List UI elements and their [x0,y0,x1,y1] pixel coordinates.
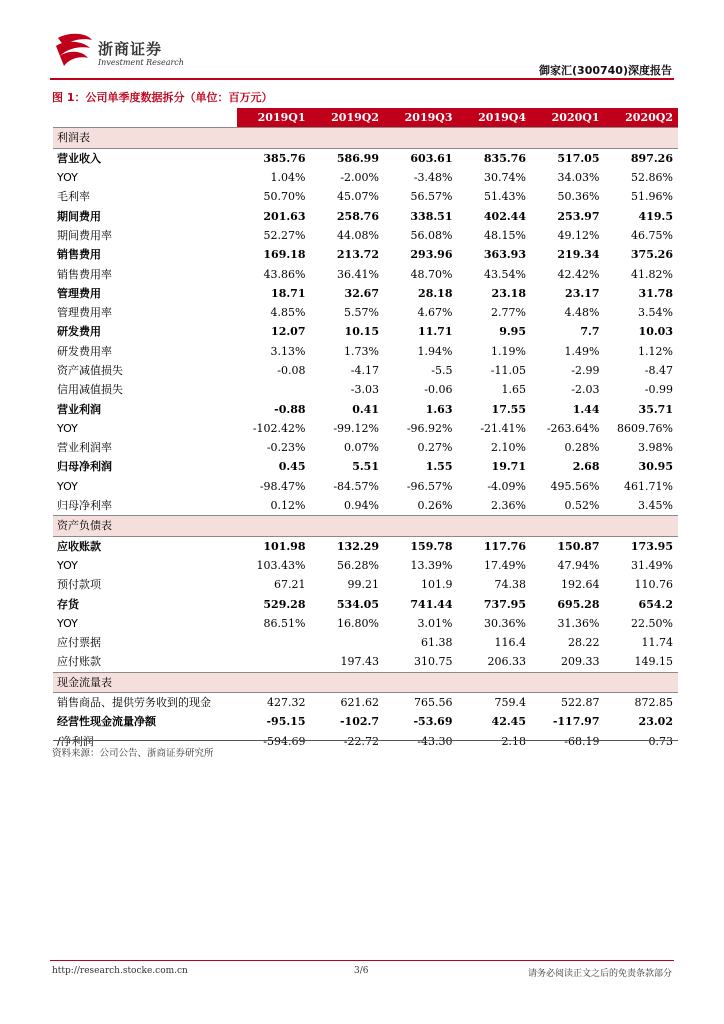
table-cell: 99.21 [347,578,379,592]
table-cell: -0.06 [424,383,453,397]
table-row [53,652,678,672]
table-cell: 3.45% [638,499,673,513]
table-cell: 9.95 [499,325,526,339]
table-cell: 586.99 [336,151,379,165]
row-label: 预付款项 [57,578,101,592]
table-row [53,322,678,341]
table-bottom-rule [53,740,678,741]
logo-text-en: Investment Research [98,58,184,67]
column-header: 2019Q3 [384,108,458,128]
table-row [53,361,678,380]
table-cell: 621.62 [340,696,379,710]
row-label: 期间费用率 [57,228,112,242]
row-label: 营业利润率 [57,441,112,455]
table-cell: 41.82% [631,267,673,281]
table-cell [384,128,458,148]
table-cell: 42.45 [491,715,526,729]
table-row [53,496,678,516]
table-cell: 3.98% [638,441,673,455]
row-label: 存货 [57,597,79,611]
table-cell: 17.49% [484,558,526,572]
table-cell: 0.26% [417,499,453,513]
page-header [50,30,674,80]
table-cell: 529.28 [263,597,306,611]
table-cell: -99.12% [333,421,379,435]
table-cell: 7.7 [580,325,600,339]
table-cell: 0.52% [564,499,600,513]
table-cell [384,672,458,692]
table-cell: -84.57% [333,479,379,493]
table-cell: 2.10% [491,441,526,455]
table-cell [311,672,385,692]
table-row [53,438,678,457]
table-cell: 253.97 [557,209,600,223]
table-cell: -0.99 [644,383,673,397]
table-cell: 23.02 [638,715,673,729]
table-cell: -2.00% [340,171,379,185]
table-cell: 150.87 [557,539,600,553]
table-cell [531,128,605,148]
table-body [53,128,678,751]
table-cell: -0.23% [266,441,306,455]
table-cell: 338.51 [410,209,453,223]
row-label: 营业收入 [57,151,101,165]
table-cell: 56.28% [337,558,379,572]
table-row [53,594,678,613]
table-cell: -21.41% [480,421,526,435]
table-cell: -3.48% [413,171,453,185]
table-cell [458,672,532,692]
logo-text-cn: 浙商证券 [98,40,163,58]
table-cell: 30.74% [484,171,526,185]
table-cell: 654.2 [638,597,673,611]
table-cell: 213.72 [336,248,379,262]
table-cell: -96.57% [406,479,453,493]
table-cell: -98.47% [259,479,306,493]
table-cell: 31.36% [557,616,600,630]
table-cell: 101.98 [263,539,306,553]
header-corner [53,108,237,128]
table-cell: 44.08% [337,228,379,242]
table-cell: -263.64% [546,421,600,435]
table-cell: 67.21 [274,578,306,592]
table-cell [311,633,385,652]
table-cell: 1.44 [572,402,600,416]
table-cell: 10.03 [638,325,673,339]
table-cell: 34.03% [557,171,600,185]
table-row [53,342,678,361]
table-cell: -3.03 [350,383,379,397]
table-cell: 765.56 [414,696,453,710]
column-header: 2020Q2 [605,108,679,128]
table-cell: 116.4 [494,636,526,650]
table-row [53,419,678,438]
row-label: 管理费用 [57,286,101,300]
table-cell: -96.92% [406,421,453,435]
row-label: /净利润 [57,734,94,748]
figure-title: 图 1：公司单季度数据拆分（单位：百万元） [52,91,273,104]
table-cell: 30.36% [484,616,526,630]
table-cell: 32.67 [344,286,379,300]
table-cell: 759.4 [494,696,526,710]
table-cell: 19.71 [491,460,526,474]
table-cell: -11.05 [490,364,526,377]
table-cell: 23.17 [565,286,600,300]
row-label: 资产减值损失 [57,364,123,377]
table-cell [458,128,532,148]
row-label: 研发费用率 [57,344,112,358]
column-header: 2020Q1 [531,108,605,128]
table-cell: -4.17 [350,364,379,377]
table-cell: 169.18 [263,248,306,262]
table-cell: 495.56% [550,479,600,493]
quarterly-data-table [53,108,678,751]
table-cell: 219.34 [557,248,600,262]
page-number: 3/6 [354,966,369,976]
table-cell: -4.09% [487,479,526,493]
table-cell [237,672,311,692]
table-cell: 28.18 [418,286,453,300]
table-cell: 50.36% [557,190,600,204]
table-cell [311,516,385,536]
table-cell: 3.13% [270,344,306,358]
table-cell: -0.08 [277,364,306,377]
table-cell: 258.76 [336,209,379,223]
table-cell: 0.12% [270,499,306,513]
table-row [53,477,678,496]
footer-url: http://research.stocke.com.cn [52,966,188,976]
table-cell: 0.73 [648,734,673,748]
row-label: YOY [57,558,78,572]
table-cell: -2.99 [571,364,600,377]
table-cell: 35.71 [638,402,673,416]
table-cell: 737.95 [483,597,526,611]
table-cell: 48.70% [410,267,453,281]
table-cell: 4.48% [564,306,600,320]
table-cell: 10.15 [344,325,379,339]
row-label: 归母净利润 [57,460,112,474]
table-cell: 1.49% [564,344,600,358]
table-cell [605,672,679,692]
table-row [53,692,678,712]
table-cell: 385.76 [263,151,306,165]
table-cell: 11.74 [641,636,673,650]
table-cell: -5.5 [431,364,453,377]
table-cell: -95.15 [266,715,306,729]
table-cell: 0.07% [344,441,379,455]
table-cell: 5.51 [352,460,379,474]
table-cell: 1.65 [501,383,526,397]
table-cell [531,516,605,536]
section-label: 资产负债表 [53,516,237,536]
table-cell: 173.95 [630,539,673,553]
footer-disclaimer: 请务必阅读正文之后的免责条款部分 [527,969,672,979]
section-label: 现金流量表 [53,672,237,692]
table-header-row [53,108,678,128]
section-row [53,672,678,692]
table-cell: -22.72 [343,734,379,748]
table-row [53,168,678,187]
table-cell [237,652,311,672]
table-cell: -102.42% [252,421,306,435]
table-row [53,614,678,633]
table-cell: 28.22 [568,636,600,650]
table-row [53,284,678,303]
table-cell [458,516,532,536]
table-row [53,303,678,322]
table-cell: 2.36% [491,499,526,513]
table-cell: -0.88 [274,402,306,416]
row-label: 营业利润 [57,402,101,416]
table-cell: -102.7 [339,715,379,729]
table-cell: 149.15 [634,655,673,669]
table-cell: 101.9 [421,578,453,592]
table-cell: 30.95 [638,460,673,474]
row-label: 经营性现金流量净额 [57,715,156,729]
table-cell [237,380,311,399]
table-cell: 741.44 [410,597,453,611]
column-header: 2019Q4 [458,108,532,128]
table-cell: 0.41 [352,402,379,416]
table-cell: 8609.76% [617,421,673,435]
row-label: 信用减值损失 [57,383,123,397]
table-cell: 11.71 [418,325,453,339]
table-cell [605,516,679,536]
table-cell: 0.45 [278,460,306,474]
table-cell: 192.64 [561,578,600,592]
table-cell: 419.5 [638,209,673,223]
table-cell: 2.18 [501,734,526,748]
table-cell: 2.68 [572,460,600,474]
table-row [53,457,678,476]
table-cell: 86.51% [263,616,306,630]
table-cell: -594.69 [263,734,306,748]
row-label: 销售费用 [57,248,101,262]
table-cell: 5.57% [344,306,379,320]
row-label: 管理费用率 [57,306,112,320]
table-row [53,399,678,418]
table-cell: 49.12% [557,228,600,242]
row-label: 应付票据 [57,636,101,650]
table-cell: 22.50% [631,616,673,630]
table-cell: 3.54% [638,306,673,320]
table-cell: 16.80% [337,616,379,630]
row-label: YOY [57,171,78,185]
table-cell: 13.39% [410,558,453,572]
table-cell: 897.26 [630,151,673,165]
table-cell: -8.47 [644,364,673,377]
table-cell: 206.33 [487,655,526,669]
row-label: 研发费用 [57,325,101,339]
table-cell: 43.86% [263,267,306,281]
table-cell: 74.38 [494,578,526,592]
row-label: 期间费用 [57,209,101,223]
table-cell: 51.96% [631,190,673,204]
table-cell: 43.54% [484,267,526,281]
table-cell: 31.78 [638,286,673,300]
table-cell: 534.05 [336,597,379,611]
table-cell: 310.75 [414,655,453,669]
table-cell: 42.42% [557,267,600,281]
table-cell: 45.07% [337,190,379,204]
table-cell: -2.03 [571,383,600,397]
column-header: 2019Q2 [311,108,385,128]
table-cell: 48.15% [484,228,526,242]
table-cell: 46.75% [631,228,673,242]
row-label: 销售商品、提供劳务收到的现金 [57,696,211,710]
section-label: 利润表 [53,128,237,148]
row-label: YOY [57,479,78,493]
table-cell: 522.87 [561,696,600,710]
table-cell: 1.19% [491,344,526,358]
table-cell: 132.29 [336,539,379,553]
table-cell: 363.93 [483,248,526,262]
table-cell: 103.43% [256,558,306,572]
table-cell: 293.96 [410,248,453,262]
table-cell: 17.55 [491,402,526,416]
table-row [53,575,678,594]
table-cell: 12.07 [271,325,306,339]
table-cell: 61.38 [421,636,453,650]
table-cell: 117.76 [483,539,526,553]
table-cell: 18.71 [271,286,306,300]
table-cell: -68.19 [564,734,600,748]
column-header: 2019Q1 [237,108,311,128]
table-cell: 427.32 [267,696,306,710]
table-row [53,226,678,245]
table-cell: 209.33 [561,655,600,669]
table-cell: 36.41% [337,267,379,281]
report-title: 御家汇(300740)深度报告 [539,64,672,77]
row-label: 应收账款 [57,539,101,553]
table-cell: 50.70% [263,190,306,204]
table-row [53,245,678,264]
table-cell [384,516,458,536]
table-cell: 56.57% [410,190,453,204]
table-cell: 51.43% [484,190,526,204]
section-row [53,516,678,536]
table-cell: 2.77% [491,306,526,320]
table-row [53,536,678,556]
table-cell: 1.04% [270,171,306,185]
table-row [53,633,678,652]
table-cell: 23.18 [491,286,526,300]
table-cell [531,672,605,692]
table-cell: 375.26 [630,248,673,262]
table-row [53,187,678,206]
table-cell: 47.94% [557,558,600,572]
table-cell: -117.97 [552,715,600,729]
table-row [53,556,678,575]
table-cell: 695.28 [557,597,600,611]
table-cell: 52.27% [263,228,306,242]
table-cell: 461.71% [624,479,673,493]
source-note: 资料来源：公司公告、浙商证券研究所 [52,748,214,759]
table-cell: 4.67% [417,306,453,320]
row-label: YOY [57,616,78,630]
table-cell [237,128,311,148]
table-cell: 0.94% [344,499,379,513]
table-row [53,206,678,225]
table-cell: 872.85 [634,696,673,710]
header-divider [50,78,674,80]
table-cell [311,128,385,148]
table-cell: 201.63 [263,209,306,223]
table-cell: 0.28% [564,441,600,455]
table-cell: -53.69 [413,715,453,729]
table-row [53,712,678,731]
table-cell: 1.63 [425,402,453,416]
row-label: YOY [57,421,78,435]
broker-logo-icon [52,32,96,68]
table-cell [237,516,311,536]
table-row [53,380,678,399]
table-row [53,148,678,168]
table-cell: 4.85% [270,306,306,320]
table-cell: 603.61 [410,151,453,165]
row-label: 销售费用率 [57,267,112,281]
table-cell: 1.73% [344,344,379,358]
table-cell [605,128,679,148]
section-row [53,128,678,148]
table-cell: 1.55 [425,460,453,474]
table-cell: -43.30 [417,734,453,748]
table-cell: 1.12% [638,344,673,358]
table-cell: 1.94% [417,344,453,358]
table-cell: 56.08% [410,228,453,242]
table-cell: 159.78 [410,539,453,553]
table-cell: 402.44 [483,209,526,223]
table-cell: 31.49% [631,558,673,572]
table-cell: 517.05 [557,151,600,165]
table-cell: 0.27% [417,441,453,455]
table-cell [237,633,311,652]
table-cell: 197.43 [340,655,379,669]
table-cell: 3.01% [417,616,453,630]
row-label: 应付账款 [57,655,101,669]
table-cell: 835.76 [483,151,526,165]
table-cell: 52.86% [631,171,673,185]
table-row [53,264,678,283]
row-label: 毛利率 [57,190,90,204]
footer-divider [50,960,674,961]
table-cell: 110.76 [634,578,673,592]
row-label: 归母净利率 [57,499,112,513]
